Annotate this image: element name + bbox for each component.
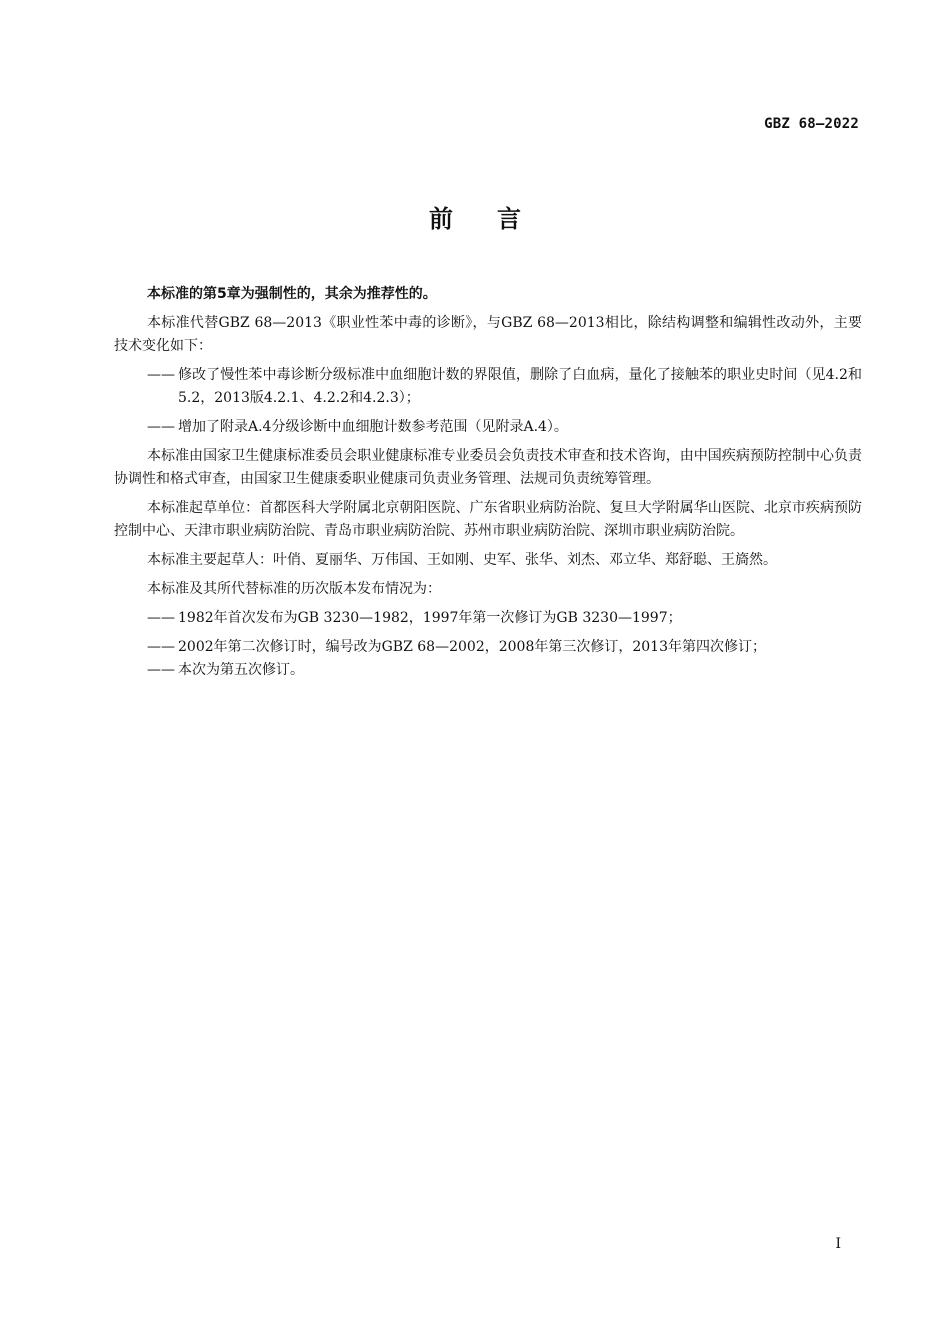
history-item-2: [114, 636, 862, 659]
history-item-text: 2002年第二次修订时，编号改为GBZ 68—2002，2008年第三次修订，2013年第四次修订；: [178, 639, 766, 655]
foreword-body: [114, 283, 862, 688]
dash-marker: ——: [147, 419, 175, 435]
dash-marker: ——: [147, 639, 175, 655]
change-item-text: 增加了附录A.4分级诊断中血细胞计数参考范围（见附录A.4）。: [178, 419, 568, 435]
history-item-1: [114, 607, 862, 630]
change-item-1: [114, 364, 862, 410]
page-number: I: [835, 1236, 841, 1252]
history-item-text: 本次为第五次修订。: [178, 662, 304, 678]
change-item-text: 修改了慢性苯中毒诊断分级标准中血细胞计数的界限值，删除了白血病，量化了接触苯的职业史时间（见4.2和5.2，2013版4.2.1、4.2.2和4.2.3）；: [178, 367, 862, 406]
page-title: 前言: [429, 205, 565, 233]
drafting-units-paragraph: 本标准起草单位：首都医科大学附属北京朝阳医院、广东省职业病防治院、复旦大学附属华山医院、北京市疾病预防控制中心、天津市职业病防治院、青岛市职业病防治院、苏州市职业病防治院、深圳市职业病防治院。: [114, 500, 862, 539]
history-item-text: 1982年首次发布为GB 3230—1982，1997年第一次修订为GB 3230—1997；: [178, 610, 682, 626]
change-item-2: [114, 416, 862, 439]
dash-marker: ——: [147, 610, 175, 626]
history-intro: 本标准及其所代替标准的历次版本发布情况为：: [147, 581, 441, 597]
drafters-paragraph: 本标准主要起草人：叶俏、夏丽华、万伟国、王如刚、史军、张华、刘杰、邓立华、郑舒聪、王旖然。: [147, 552, 777, 568]
dash-marker: ——: [147, 662, 175, 678]
review-paragraph: 本标准由国家卫生健康标准委员会职业健康标准专业委员会负责技术审查和技术咨询，由中国疾病预防控制中心负责协调性和格式审查，由国家卫生健康委职业健康司负责业务管理、法规司负责统筹管理。: [114, 448, 862, 487]
dash-marker: ——: [147, 367, 175, 383]
mandatory-statement: 本标准的第5章为强制性的，其余为推荐性的。: [147, 286, 437, 302]
standard-code: GBZ 68—2022: [764, 116, 859, 132]
history-item-3: [114, 659, 862, 682]
replaces-paragraph: 本标准代替GBZ 68—2013《职业性苯中毒的诊断》，与GBZ 68—2013相比，除结构调整和编辑性改动外，主要技术变化如下：: [114, 315, 862, 354]
